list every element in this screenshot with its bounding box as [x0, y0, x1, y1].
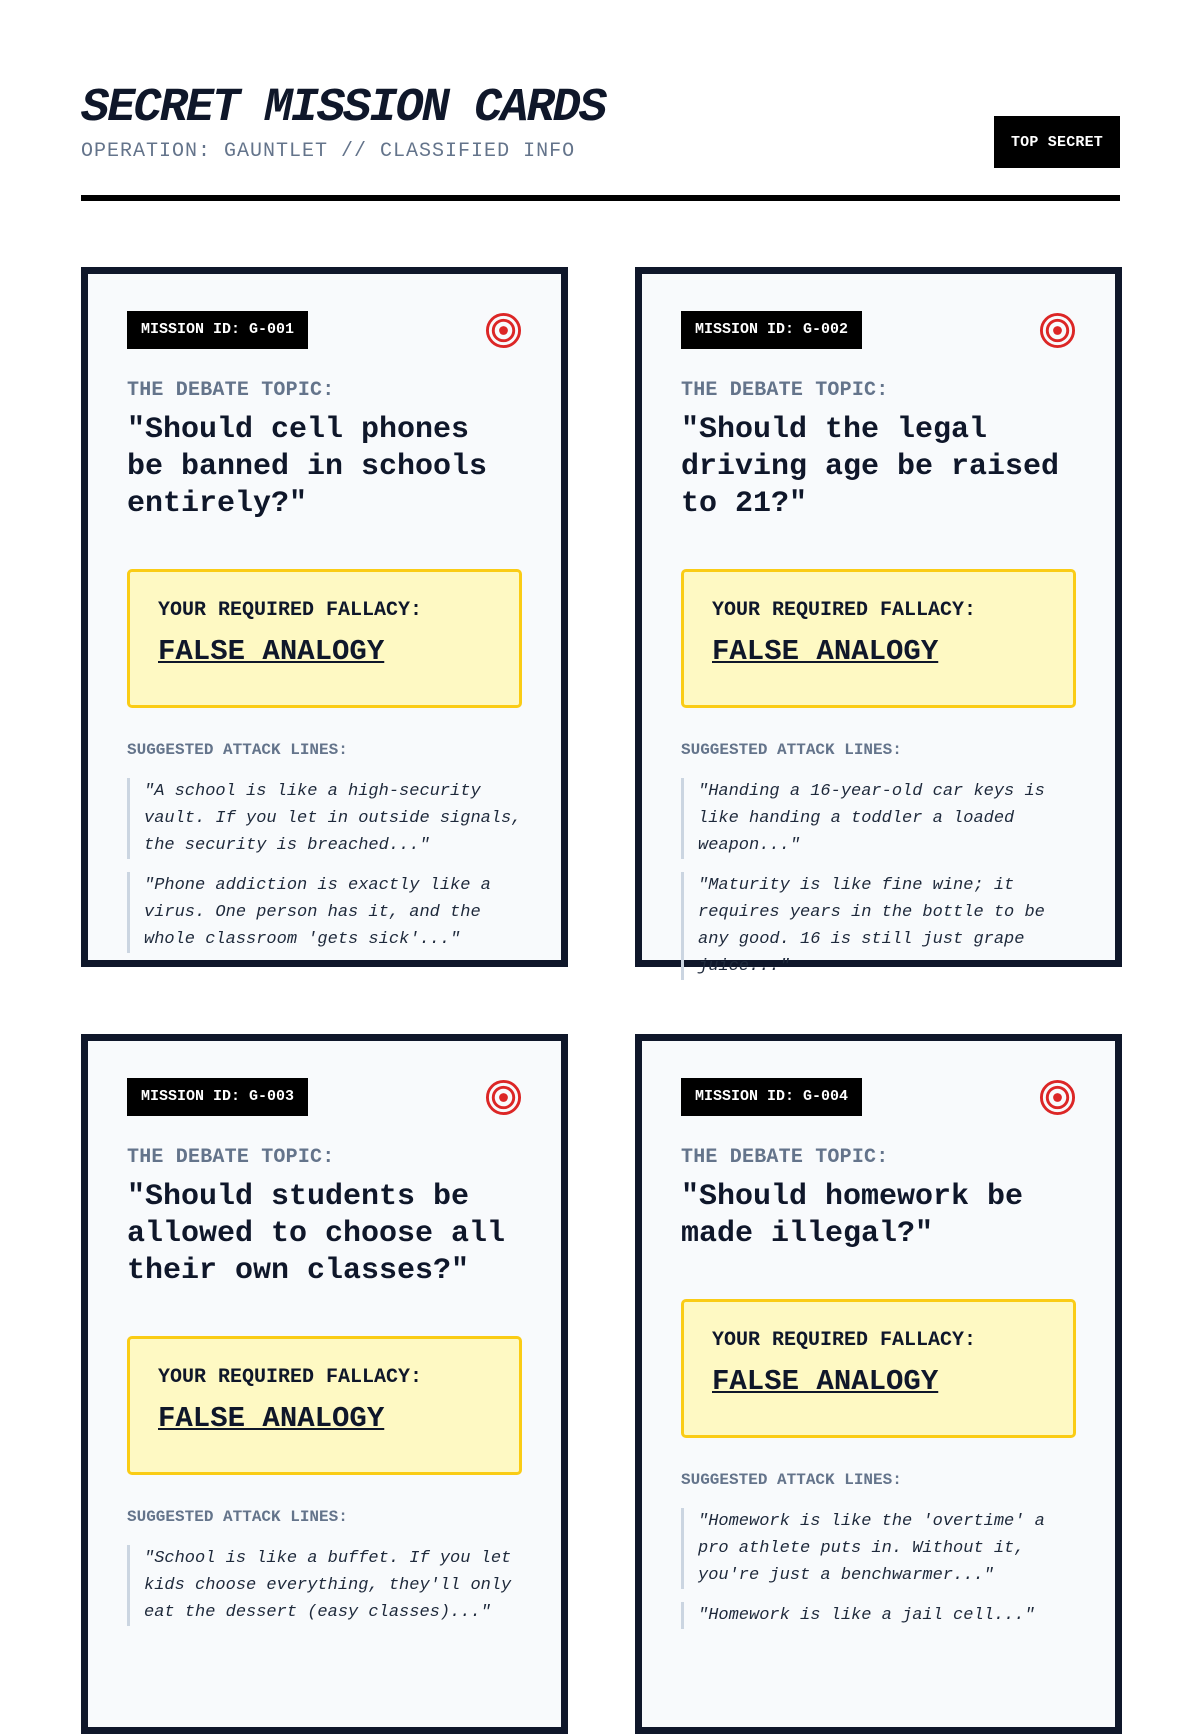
attack-line: "Maturity is like fine wine; it requires years in the bottle to be any good. 16 is still just grape juice..." [681, 872, 1076, 980]
target-icon [485, 1079, 522, 1116]
debate-topic-label: THE DEBATE TOPIC: [127, 379, 335, 402]
required-fallacy-label: YOUR REQUIRED FALLACY: [712, 599, 977, 622]
debate-topic-label: THE DEBATE TOPIC: [127, 1146, 335, 1169]
debate-topic: "Should the legal driving age be raised to 21?" [681, 413, 1060, 521]
target-icon [1039, 312, 1076, 349]
debate-topic: "Should cell phones be banned in schools entirely?" [127, 413, 488, 521]
mission-card-g-001[interactable] [81, 267, 568, 967]
required-fallacy-box [681, 1299, 1076, 1438]
page-header [81, 84, 1120, 201]
attack-line: "Phone addiction is exactly like a virus. One person has it, and the whole classroom 'gets sick'..." [127, 872, 522, 953]
mission-id-badge: MISSION ID: G-004 [681, 1078, 862, 1116]
debate-topic: "Should students be allowed to choose all their own classes?" [127, 1180, 506, 1288]
attack-line: "Homework is like the 'overtime' a pro athlete puts in. Without it, you're just a benchwarmer..." [681, 1508, 1076, 1589]
required-fallacy-name: FALSE ANALOGY [712, 635, 939, 668]
mission-card-g-002[interactable] [635, 267, 1122, 976]
page-subtitle: OPERATION: GAUNTLET // CLASSIFIED INFO [81, 140, 576, 163]
attack-line: "School is like a buffet. If you let kids choose everything, they'll only eat the dessert (easy classes)..." [127, 1545, 522, 1626]
required-fallacy-name: FALSE ANALOGY [158, 1402, 385, 1435]
required-fallacy-box [127, 569, 522, 708]
required-fallacy-label: YOUR REQUIRED FALLACY: [712, 1329, 977, 1352]
attack-lines-label: SUGGESTED ATTACK LINES: [681, 1471, 902, 1489]
required-fallacy-name: FALSE ANALOGY [712, 1365, 939, 1398]
required-fallacy-box [681, 569, 1076, 708]
required-fallacy-label: YOUR REQUIRED FALLACY: [158, 599, 423, 622]
mission-id-badge: MISSION ID: G-002 [681, 311, 862, 349]
target-icon [1039, 1079, 1076, 1116]
required-fallacy-box [127, 1336, 522, 1475]
attack-lines-label: SUGGESTED ATTACK LINES: [127, 1508, 348, 1526]
attack-line: "A school is like a high-security vault. If you let in outside signals, the security is breached..." [127, 778, 522, 859]
debate-topic-label: THE DEBATE TOPIC: [681, 1146, 889, 1169]
mission-id-badge: MISSION ID: G-001 [127, 311, 308, 349]
attack-lines-label: SUGGESTED ATTACK LINES: [127, 741, 348, 759]
page-title: SECRET MISSION CARDS [81, 82, 606, 135]
attack-line: "Handing a 16-year-old car keys is like handing a toddler a loaded weapon..." [681, 778, 1076, 859]
debate-topic: "Should homework be made illegal?" [681, 1180, 1024, 1251]
target-icon [485, 312, 522, 349]
mission-card-g-004[interactable] [635, 1034, 1122, 1734]
required-fallacy-name: FALSE ANALOGY [158, 635, 385, 668]
required-fallacy-label: YOUR REQUIRED FALLACY: [158, 1366, 423, 1389]
top-secret-badge: TOP SECRET [994, 116, 1120, 168]
attack-lines-label: SUGGESTED ATTACK LINES: [681, 741, 902, 759]
mission-id-badge: MISSION ID: G-003 [127, 1078, 308, 1116]
mission-card-g-003[interactable] [81, 1034, 568, 1734]
attack-line: "Homework is like a jail cell..." [681, 1602, 1076, 1629]
debate-topic-label: THE DEBATE TOPIC: [681, 379, 889, 402]
